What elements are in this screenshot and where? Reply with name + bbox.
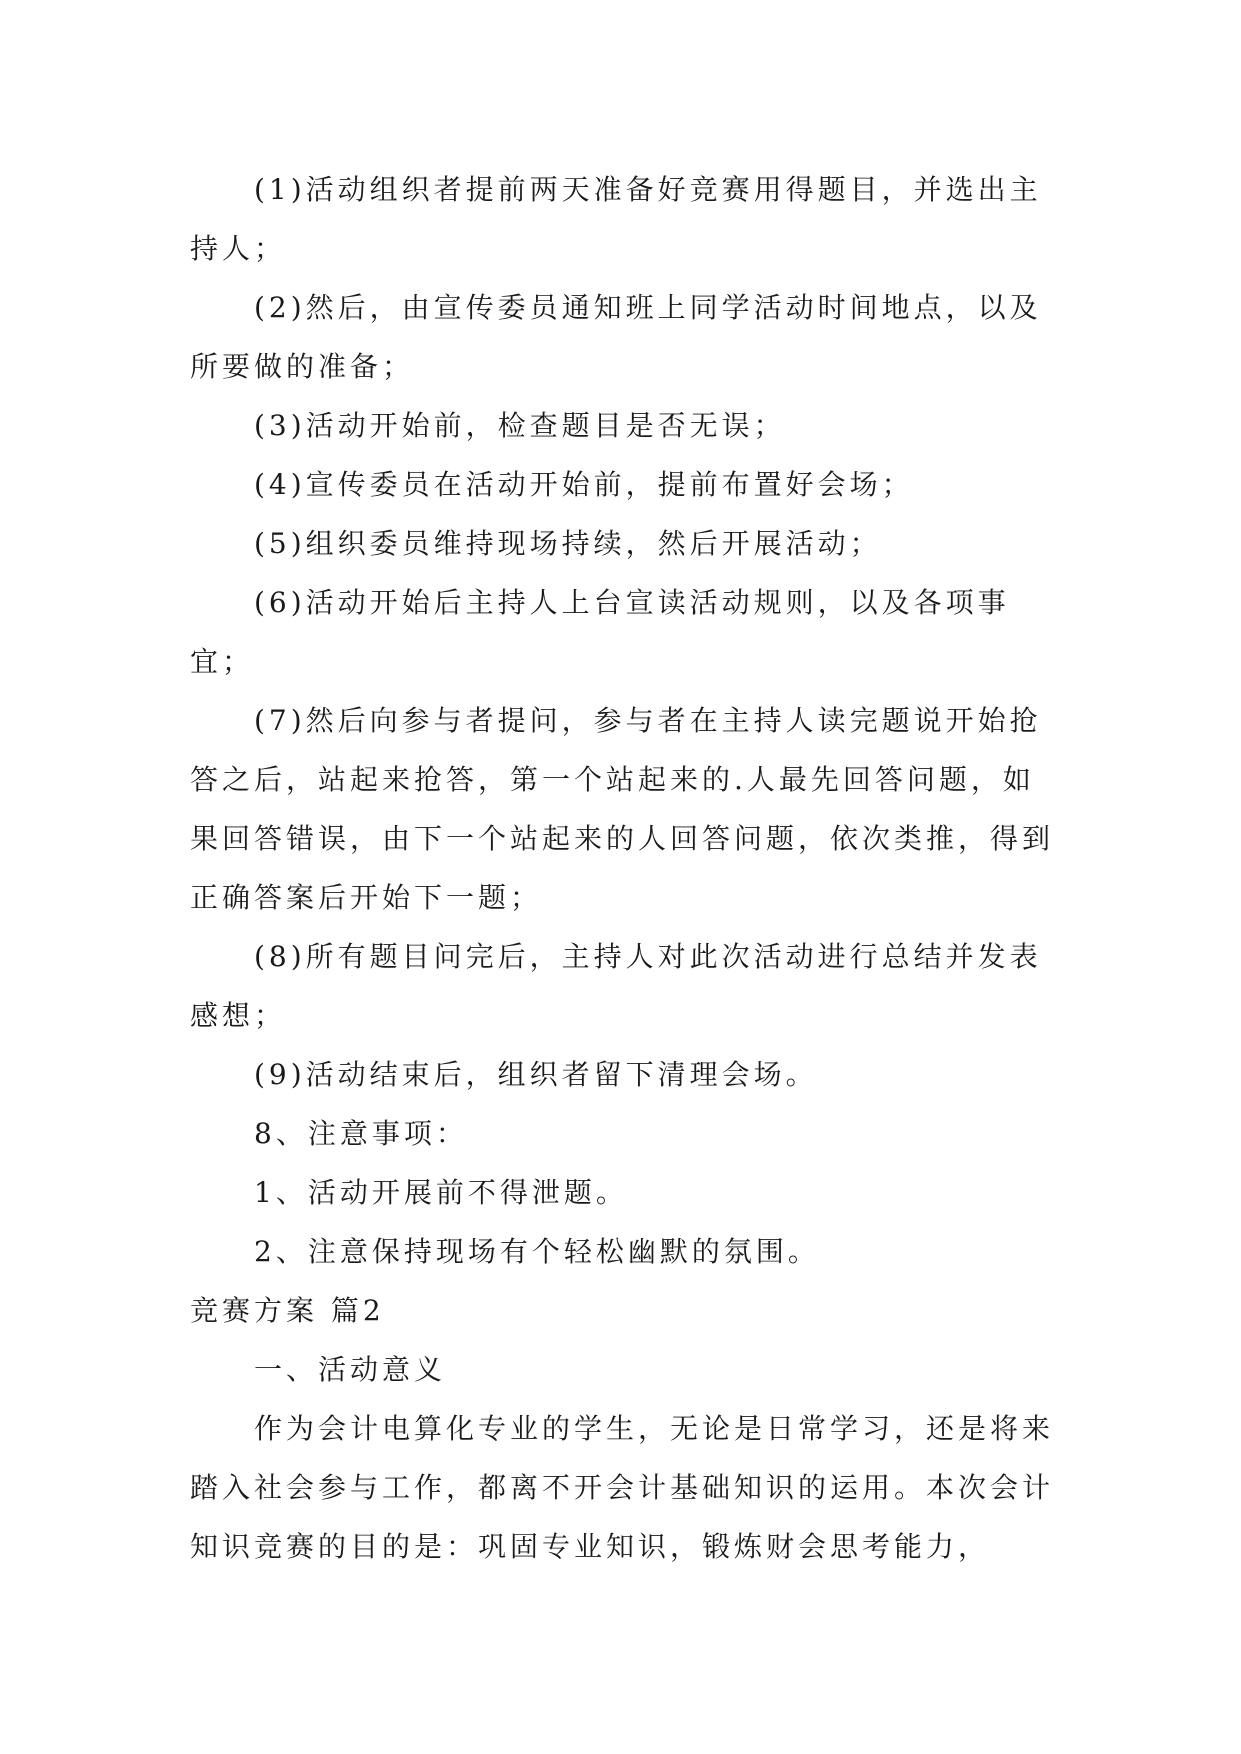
paragraph-step-5: (5)组织委员维持现场持续，然后开展活动； bbox=[254, 527, 882, 560]
paragraph-activity-meaning-heading: 一、活动意义 bbox=[254, 1353, 447, 1386]
paragraph-step-6: (6)活动开始后主持人上台宣读活动规则，以及各项事宜； bbox=[190, 586, 1010, 678]
paragraph-notes-heading: 8、注意事项： bbox=[254, 1117, 468, 1150]
paragraph-step-4: (4)宣传委员在活动开始前，提前布置好会场； bbox=[254, 468, 914, 501]
paragraph-step-8: (8)所有题目问完后，主持人对此次活动进行总结并发表感想； bbox=[190, 940, 1042, 1032]
paragraph-step-3: (3)活动开始前，检查题目是否无误； bbox=[254, 409, 786, 442]
section-title: 竞赛方案 篇2 bbox=[190, 1294, 385, 1327]
paragraph-activity-meaning-body: 作为会计电算化专业的学生，无论是日常学习，还是将来踏入社会参与工作，都离不开会计基础知识的运用。本次会计知识竞赛的目的是：巩固专业知识，锻炼财会思考能力， bbox=[190, 1412, 1055, 1563]
paragraph-note-2: 2、注意保持现场有个轻松幽默的氛围。 bbox=[254, 1235, 820, 1268]
paragraph-note-1: 1、活动开展前不得泄题。 bbox=[254, 1176, 628, 1209]
document-body bbox=[190, 160, 1060, 1576]
paragraph-step-1: (1)活动组织者提前两天准备好竞赛用得题目，并选出主持人； bbox=[190, 173, 1042, 265]
paragraph-step-2: (2)然后，由宣传委员通知班上同学活动时间地点，以及所要做的准备； bbox=[190, 291, 1042, 383]
paragraph-step-9: (9)活动结束后，组织者留下清理会场。 bbox=[254, 1058, 818, 1091]
paragraph-step-7: (7)然后向参与者提问，参与者在主持人读完题说开始抢答之后，站起来抢答，第一个站起来的.人最先回答问题，如果回答错误，由下一个站起来的人回答问题，依次类推，得到正确答案后开始下一题； bbox=[190, 704, 1055, 914]
